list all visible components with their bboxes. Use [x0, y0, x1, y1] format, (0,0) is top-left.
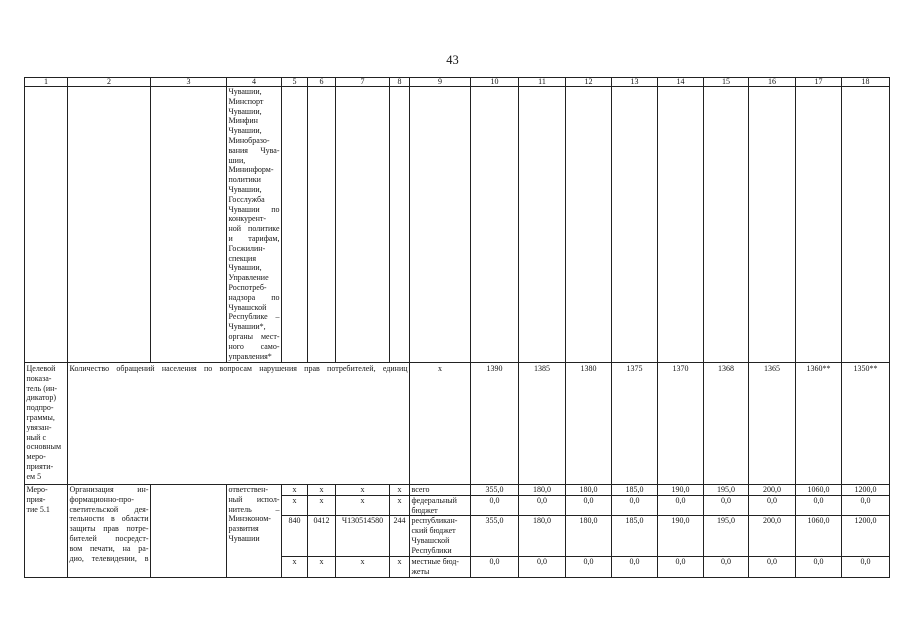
header-cell-15: 15	[704, 78, 749, 87]
amount-col16: 0,0	[749, 557, 796, 578]
amount-col14: 0,0	[658, 495, 704, 516]
cont-cell-col10	[471, 87, 519, 363]
code-col8: х	[390, 485, 410, 496]
header-cell-1: 1	[25, 78, 68, 87]
header-cell-5: 5	[282, 78, 308, 87]
code-col7: х	[336, 485, 390, 496]
header-row	[25, 78, 890, 87]
indicator-value-col17: 1360**	[796, 363, 842, 485]
amount-col16: 200,0	[749, 485, 796, 496]
amount-col16: 0,0	[749, 495, 796, 516]
code-col6: х	[308, 495, 336, 516]
header-cell-18: 18	[842, 78, 890, 87]
header-cell-13: 13	[612, 78, 658, 87]
header-cell-8: 8	[390, 78, 410, 87]
funding-source: республикан- ский бюджет Чувашской Республики	[410, 516, 471, 557]
cont-cell-col16	[749, 87, 796, 363]
amount-col16: 200,0	[749, 516, 796, 557]
indicator-description: Количество обращений населения по вопросам нарушения прав потребителей, единиц	[68, 363, 410, 485]
code-col5: х	[282, 485, 308, 496]
amount-col13: 185,0	[612, 516, 658, 557]
amount-col11: 180,0	[519, 516, 566, 557]
amount-col14: 0,0	[658, 557, 704, 578]
amount-col13: 0,0	[612, 557, 658, 578]
header-cell-3: 3	[151, 78, 227, 87]
header-cell-2: 2	[68, 78, 151, 87]
funding-source: местные бюд- жеты	[410, 557, 471, 578]
cont-cell-col7	[336, 87, 390, 363]
amount-col12: 0,0	[566, 495, 612, 516]
amount-col15: 195,0	[704, 485, 749, 496]
cont-cell-col11	[519, 87, 566, 363]
cont-cell-col1	[25, 87, 68, 363]
cont-cell-col15	[704, 87, 749, 363]
measure-name: Организация ин- формационно-про- светительской дея- тельности в области защиты прав потре- бителей посредст- вом печати, на ра- дио, телевидении, в	[68, 485, 151, 578]
code-col8: 244	[390, 516, 410, 557]
indicator-value-col15: 1368	[704, 363, 749, 485]
amount-col17: 1060,0	[796, 485, 842, 496]
code-col7: Ч130514580	[336, 516, 390, 557]
amount-col10: 0,0	[471, 495, 519, 516]
code-col7: х	[336, 495, 390, 516]
amount-col12: 180,0	[566, 516, 612, 557]
code-col7: х	[336, 557, 390, 578]
cont-cell-col17	[796, 87, 842, 363]
header-cell-12: 12	[566, 78, 612, 87]
code-col8: х	[390, 557, 410, 578]
program-table	[24, 77, 890, 578]
header-cell-17: 17	[796, 78, 842, 87]
amount-col18: 0,0	[842, 557, 890, 578]
indicator-source: х	[410, 363, 471, 485]
code-col5: х	[282, 495, 308, 516]
code-col5: 840	[282, 516, 308, 557]
indicator-value-col16: 1365	[749, 363, 796, 485]
code-col8: х	[390, 495, 410, 516]
measure-subrow-total	[25, 485, 890, 496]
cont-cell-col9	[410, 87, 471, 363]
code-col6: х	[308, 557, 336, 578]
amount-col10: 355,0	[471, 516, 519, 557]
indicator-label: Целевой показа- тель (ин- дикатор) подпро- граммы, увязан- ный с основным меро- прияти- ем 5	[25, 363, 68, 485]
indicator-value-col13: 1375	[612, 363, 658, 485]
indicator-value-col14: 1370	[658, 363, 704, 485]
amount-col11: 180,0	[519, 485, 566, 496]
header-cell-11: 11	[519, 78, 566, 87]
amount-col11: 0,0	[519, 557, 566, 578]
amount-col12: 0,0	[566, 557, 612, 578]
header-cell-7: 7	[336, 78, 390, 87]
cont-cell-col2	[68, 87, 151, 363]
measure-label: Меро- прия- тие 5.1	[25, 485, 68, 578]
indicator-row	[25, 363, 890, 485]
amount-col12: 180,0	[566, 485, 612, 496]
cont-cell-col18	[842, 87, 890, 363]
indicator-value-col11: 1385	[519, 363, 566, 485]
header-cell-14: 14	[658, 78, 704, 87]
amount-col18: 1200,0	[842, 485, 890, 496]
code-col6: х	[308, 485, 336, 496]
cont-cell-col14	[658, 87, 704, 363]
amount-col15: 195,0	[704, 516, 749, 557]
measure-col3-empty	[151, 485, 227, 578]
funding-source: всего	[410, 485, 471, 496]
amount-col10: 355,0	[471, 485, 519, 496]
header-cell-4: 4	[227, 78, 282, 87]
amount-col14: 190,0	[658, 485, 704, 496]
amount-col18: 0,0	[842, 495, 890, 516]
amount-col14: 190,0	[658, 516, 704, 557]
cont-cell-col3	[151, 87, 227, 363]
amount-col17: 0,0	[796, 495, 842, 516]
header-cell-6: 6	[308, 78, 336, 87]
executors-list: Чувашии, Минспорт Чувашии, Минфин Чувашии, Минобразо- вания Чува- шии, Мининформ- политики Чувашии, Госслужба Чувашии по конкурент- ной политике и тарифам, Госжилин- спекция Чувашии, Управление Роспотреб- надзора по Чувашской Республике – Чувашии*, органы мест- ного само- управления*	[228, 87, 280, 361]
amount-col15: 0,0	[704, 557, 749, 578]
continuation-row	[25, 87, 890, 363]
indicator-value-col12: 1380	[566, 363, 612, 485]
cont-cell-col12	[566, 87, 612, 363]
header-cell-10: 10	[471, 78, 519, 87]
amount-col13: 185,0	[612, 485, 658, 496]
header-cell-16: 16	[749, 78, 796, 87]
amount-col10: 0,0	[471, 557, 519, 578]
page-number: 43	[446, 53, 459, 67]
cont-cell-col13	[612, 87, 658, 363]
amount-col17: 1060,0	[796, 516, 842, 557]
amount-col11: 0,0	[519, 495, 566, 516]
amount-col17: 0,0	[796, 557, 842, 578]
header-cell-9: 9	[410, 78, 471, 87]
indicator-value-col18: 1350**	[842, 363, 890, 485]
indicator-value-col10: 1390	[471, 363, 519, 485]
measure-executor: ответствен- ный испол- нитель – Минэконом- развития Чувашии	[227, 485, 282, 578]
code-col6: 0412	[308, 516, 336, 557]
amount-col18: 1200,0	[842, 516, 890, 557]
amount-col13: 0,0	[612, 495, 658, 516]
funding-source: федеральный бюджет	[410, 495, 471, 516]
code-col5: х	[282, 557, 308, 578]
cont-cell-col6	[308, 87, 336, 363]
cont-cell-col8	[390, 87, 410, 363]
amount-col15: 0,0	[704, 495, 749, 516]
cont-cell-col5	[282, 87, 308, 363]
